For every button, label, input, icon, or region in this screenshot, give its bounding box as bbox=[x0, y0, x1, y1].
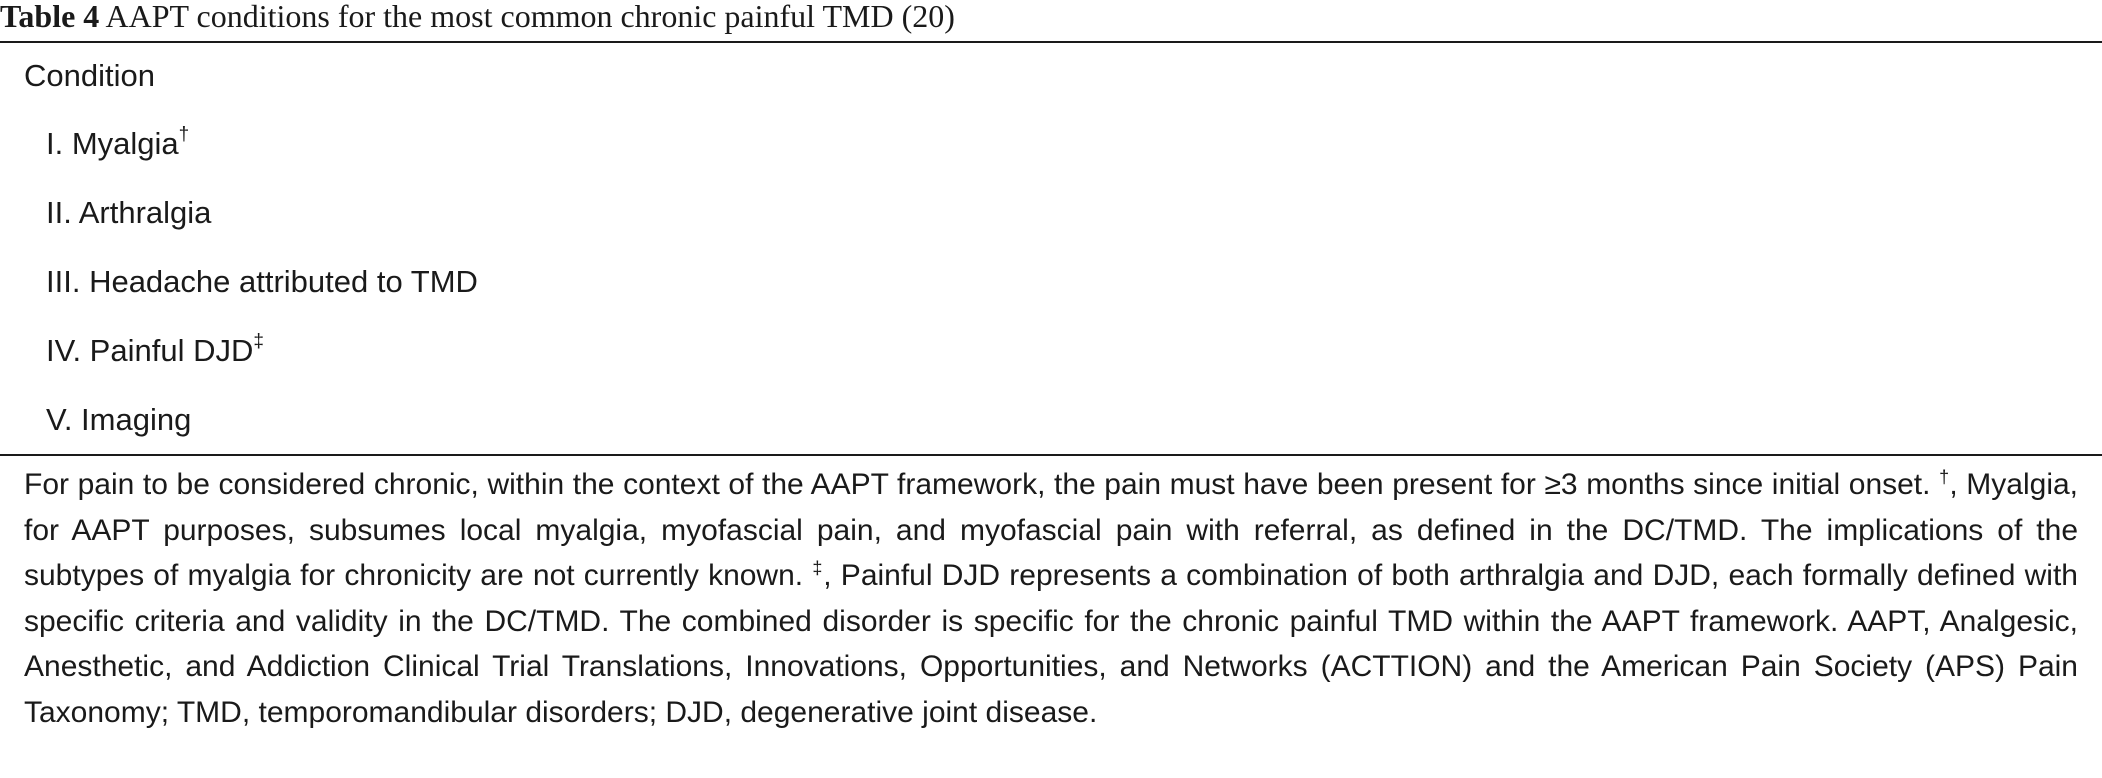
row-text: II. Arthralgia bbox=[46, 195, 212, 230]
footnote-marker: ‡ bbox=[253, 330, 264, 352]
table-bottom-rule bbox=[0, 454, 2102, 456]
footnote-marker: ‡ bbox=[812, 558, 824, 578]
table-footnote bbox=[24, 462, 2078, 735]
row-text: V. Imaging bbox=[46, 402, 192, 437]
condition-list bbox=[46, 124, 478, 469]
table-row bbox=[46, 193, 478, 262]
table-top-rule bbox=[0, 41, 2102, 43]
footnote-text-2: , Myalgia, for AAPT purposes, subsumes local myalgia, myofascial pain, and myofascial pain with referral, as defined in the DC/TMD. The implications of the subtypes of myalgia for chronicity are not currently known. bbox=[24, 468, 2078, 592]
row-text: III. Headache attributed to TMD bbox=[46, 264, 478, 299]
row-text: I. Myalgia bbox=[46, 126, 179, 161]
table-title: AAPT conditions for the most common chronic painful TMD (20) bbox=[105, 0, 955, 34]
table-row bbox=[46, 262, 478, 331]
table-row bbox=[46, 124, 478, 193]
table-row bbox=[46, 331, 478, 400]
footnote-marker: † bbox=[1939, 467, 1950, 487]
footnote-text-3: , Painful DJD represents a combination of both arthralgia and DJD, each formally defined with specific criteria and validity in the DC/TMD. The combined disorder is specific for the chronic painful TMD within the AAPT framework. AAPT, Analgesic, Anesthetic, and Addiction Clinical Trial Translations, Innovations, Opportunities, and Networks (ACTTION) and the American Pain Society (APS) Pain Taxonomy; TMD, temporomandibular disorders; DJD, degenerative joint disease. bbox=[24, 559, 2078, 729]
row-text: IV. Painful DJD bbox=[46, 333, 254, 368]
table-row bbox=[46, 400, 478, 469]
column-header-condition: Condition bbox=[24, 58, 155, 93]
table-number-label: Table 4 bbox=[0, 0, 100, 34]
footnote-text-1: For pain to be considered chronic, within the context of the AAPT framework, the pain must have been present for ≥3 months since initial onset. bbox=[24, 468, 1940, 501]
footnote-marker: † bbox=[178, 123, 190, 145]
table-caption bbox=[0, 0, 955, 40]
